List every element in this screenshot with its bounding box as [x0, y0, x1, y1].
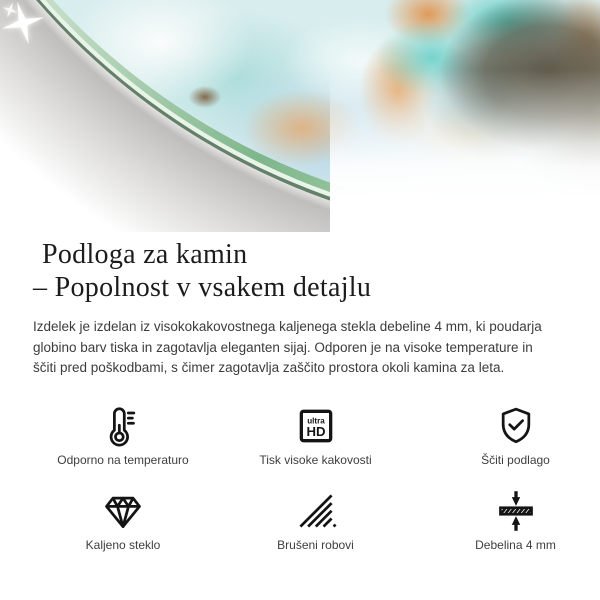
feature-item-protection — [428, 404, 600, 467]
feature-label: Odporno na temperaturo — [57, 452, 189, 467]
svg-text:ultra: ultra — [306, 415, 325, 425]
feature-item-print-quality — [213, 404, 418, 467]
shield-check-icon — [494, 404, 538, 448]
feature-item-tempered-glass — [43, 489, 203, 552]
feature-label: Ščiti podlago — [481, 452, 550, 467]
svg-text:HD: HD — [305, 423, 326, 439]
thermometer-icon — [101, 404, 145, 448]
feature-label: Tisk visoke kakovosti — [259, 452, 372, 467]
feature-grid — [33, 404, 570, 552]
hero-white-fade — [330, 0, 600, 232]
content-section — [0, 238, 600, 552]
feature-label: Kaljeno steklo — [85, 537, 161, 552]
hero-image — [0, 0, 600, 232]
title-line-2: – Popolnost v vsakem detajlu — [33, 272, 372, 303]
feature-item-polished-edges — [213, 489, 418, 552]
page-title — [33, 238, 570, 304]
feature-item-temperature — [43, 404, 203, 467]
feature-label: Debelina 4 mm — [475, 537, 556, 552]
polished-edges-icon — [294, 489, 338, 533]
feature-label: Brušeni robovi — [277, 537, 354, 552]
diamond-icon — [101, 489, 145, 533]
thickness-icon — [494, 489, 538, 533]
feature-item-thickness — [428, 489, 600, 552]
ultra-hd-icon — [294, 404, 338, 448]
product-description: Izdelek je izdelan iz visokokakovostnega kaljenega stekla debeline 4 mm, ki poudarja globino barv tiska in zagotavlja eleganten sijaj. Odporen je na visoke temperature in ščiti pred poškodbami, s čimer zagotavlja zaščito prostora okoli kamina za leta. — [33, 319, 542, 375]
title-line-1: Podloga za kamin — [42, 239, 248, 270]
